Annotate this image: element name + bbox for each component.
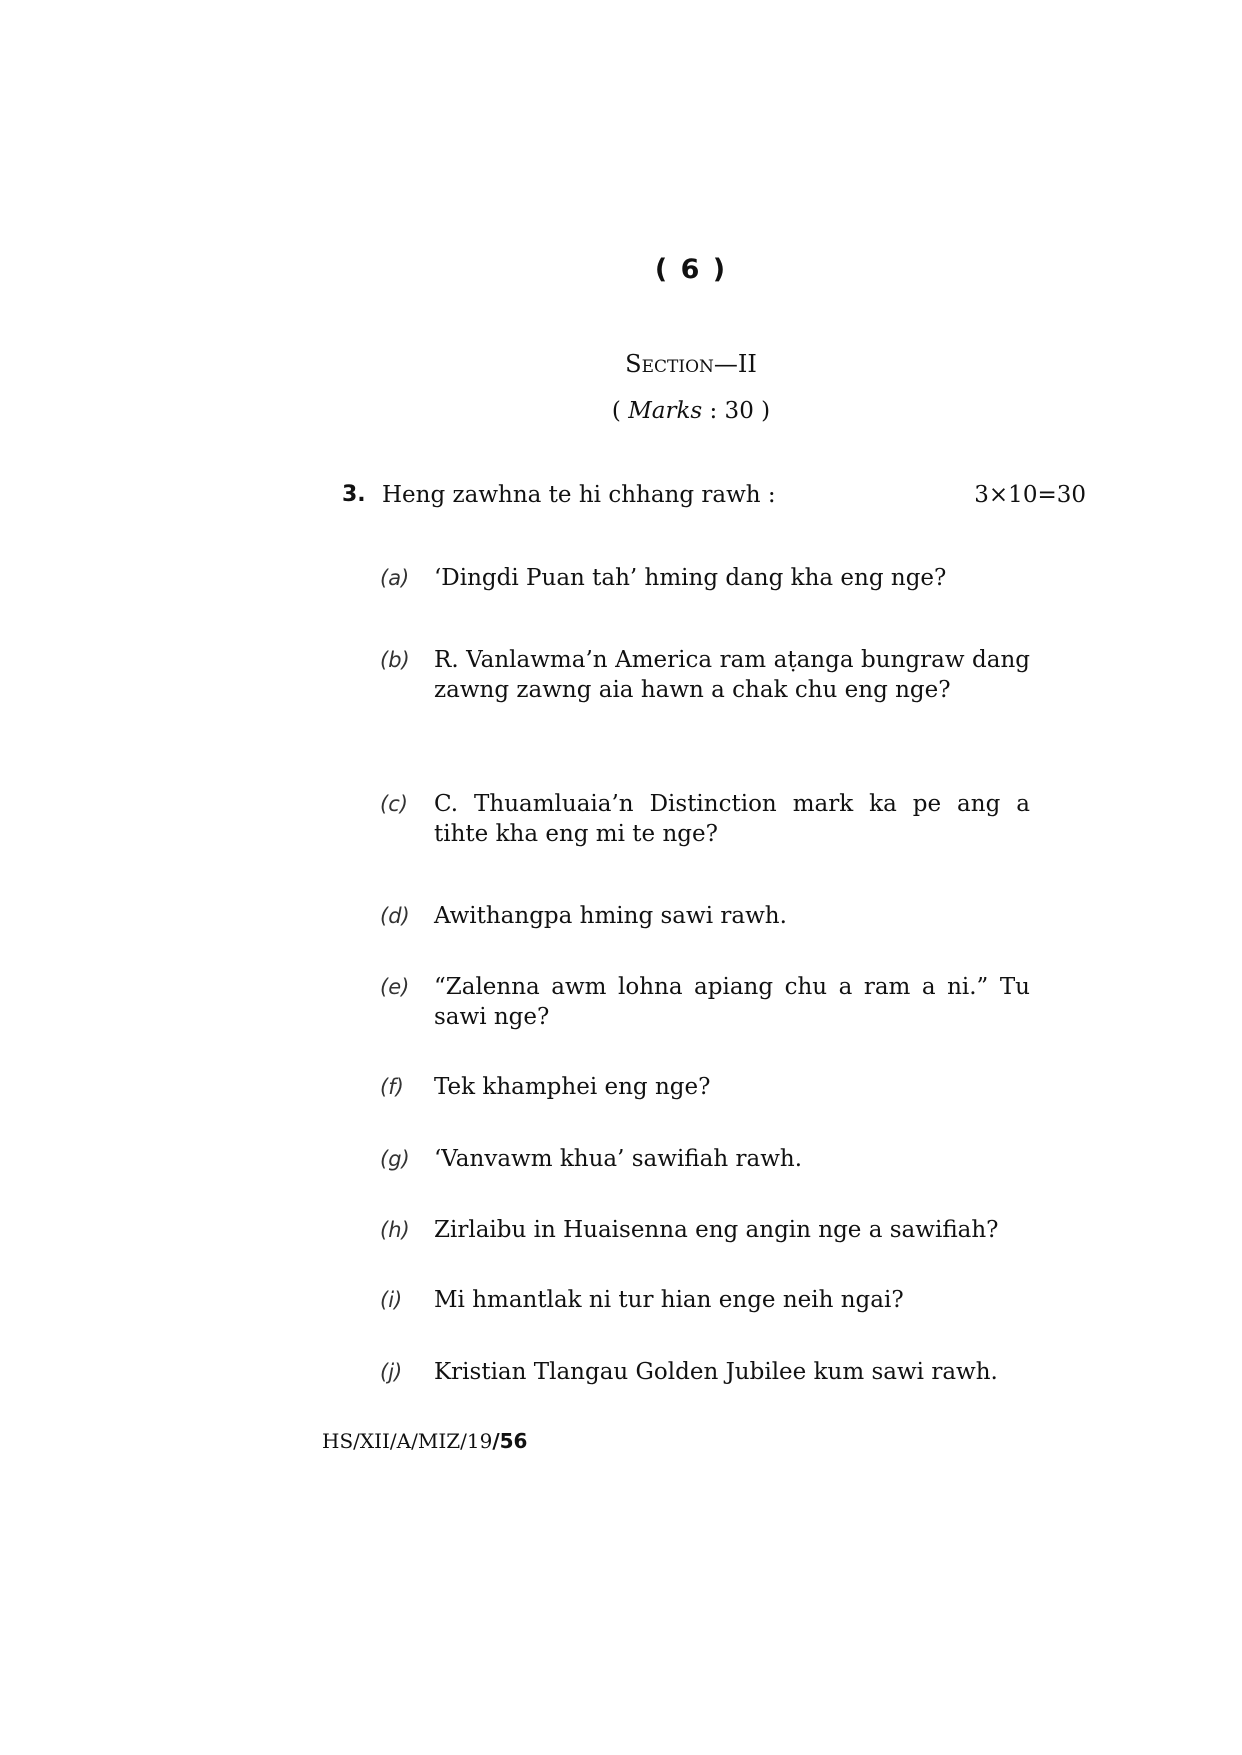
item-text: C. Thuamluaia’n Distinction mark ka pe ang a tihte kha eng mi te nge? — [434, 791, 1030, 847]
footer-code: HS/XII/A/MIZ/19 — [322, 1429, 493, 1453]
item-text: Mi hmantlak ni tur hian enge neih ngai? — [434, 1287, 904, 1313]
question-item-f — [380, 1072, 1030, 1102]
page-number: ( 6 ) — [654, 254, 728, 285]
question-item-c — [380, 789, 1030, 849]
question-number: 3. — [342, 482, 366, 507]
question-item-i — [380, 1285, 1030, 1315]
item-text: Zirlaibu in Huaisenna eng angin nge a sawifiah? — [434, 1217, 999, 1243]
section-title: Section—II — [625, 350, 757, 378]
item-text: Kristian Tlangau Golden Jubilee kum sawi rawh. — [434, 1359, 998, 1385]
item-label: (h) — [380, 1218, 410, 1242]
question-marks: 3×10=30 — [974, 482, 1086, 508]
marks-open: ( — [611, 398, 629, 424]
item-label: (f) — [380, 1075, 404, 1099]
item-text: ‘Dingdi Puan tah’ hming dang kha eng nge? — [434, 565, 947, 591]
marks-value: : 30 ) — [702, 398, 771, 424]
item-text: Awithangpa hming sawi rawh. — [434, 903, 787, 929]
item-text: Tek khamphei eng nge? — [434, 1074, 711, 1100]
item-label: (a) — [380, 566, 410, 590]
item-text: ‘Vanvawm khua’ sawifiah rawh. — [434, 1146, 802, 1172]
question-item-d — [380, 901, 1030, 931]
item-label: (i) — [380, 1288, 403, 1312]
item-label: (d) — [380, 904, 410, 928]
marks-label: Marks — [628, 398, 703, 424]
item-label: (e) — [380, 975, 410, 999]
section-marks — [0, 398, 1242, 424]
question-item-j — [380, 1357, 1030, 1387]
page-footer — [322, 1429, 527, 1453]
question-text: Heng zawhna te hi chhang rawh : — [382, 482, 776, 508]
item-text: “Zalenna awm lohna apiang chu a ram a ni.” Tu sawi nge? — [434, 974, 1030, 1030]
question-item-g — [380, 1144, 1030, 1174]
item-text: R. Vanlawma’n America ram aṭanga bungraw dang zawng zawng aia hawn a chak chu eng nge? — [434, 647, 1030, 703]
question-item-a — [380, 563, 1030, 593]
item-label: (c) — [380, 792, 408, 816]
item-label: (b) — [380, 648, 410, 672]
footer-suffix: /56 — [492, 1429, 528, 1453]
question-item-e — [380, 972, 1030, 1032]
question-item-h — [380, 1215, 1030, 1245]
item-label: (g) — [380, 1147, 410, 1171]
item-label: (j) — [380, 1360, 403, 1384]
question-item-b — [380, 645, 1030, 705]
